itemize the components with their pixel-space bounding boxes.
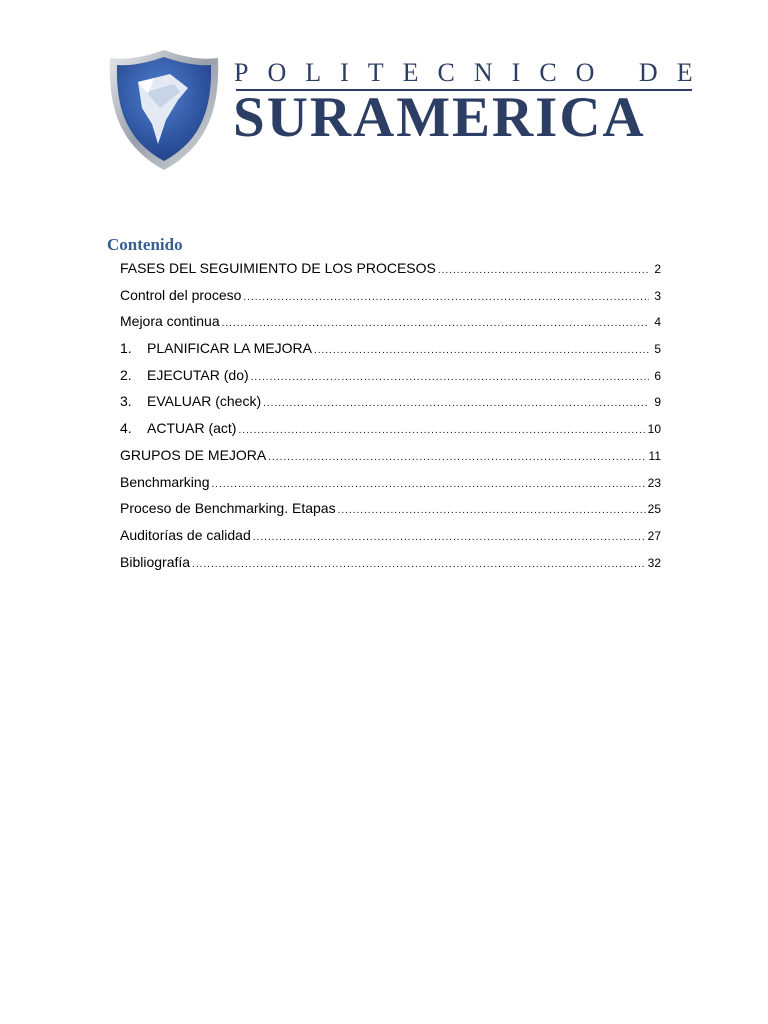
toc-leader-dots — [243, 288, 649, 308]
toc-heading: Contenido — [107, 235, 183, 254]
toc-entry-page: 5 — [654, 342, 661, 357]
toc-entry[interactable] — [120, 365, 661, 392]
toc-entry-page: 6 — [654, 368, 661, 383]
toc-entry-page: 3 — [654, 288, 661, 303]
toc-entry[interactable] — [120, 498, 661, 525]
toc-entry[interactable] — [120, 338, 661, 365]
toc-entry-title: ACTUAR (act) — [147, 420, 237, 437]
toc-entry-page: 23 — [647, 475, 661, 490]
toc-leader-dots — [212, 475, 646, 495]
shield-emblem-icon — [108, 48, 220, 172]
toc-entry-page: 9 — [654, 395, 661, 410]
toc-entry-title: Proceso de Benchmarking. Etapas — [120, 500, 336, 517]
logo-text-top: POLITECNICO DE — [234, 58, 712, 87]
toc-entry-title: Benchmarking — [120, 473, 210, 490]
toc-leader-dots — [253, 528, 646, 548]
toc-entry[interactable] — [120, 258, 661, 285]
toc-leader-dots — [251, 368, 649, 388]
toc-leader-dots — [438, 261, 649, 281]
toc-entry[interactable] — [120, 552, 661, 579]
toc-entry[interactable] — [120, 445, 661, 472]
toc-entry[interactable] — [120, 391, 661, 418]
toc-leader-dots — [222, 314, 649, 334]
toc-entry-title: FASES DEL SEGUIMIENTO DE LOS PROCESOS — [120, 260, 436, 276]
toc-entry-title: PLANIFICAR LA MEJORA — [147, 340, 312, 357]
toc-entry-page: 4 — [654, 315, 661, 330]
toc-entry-title: Auditorías de calidad — [120, 526, 251, 543]
toc-entry-title: Bibliografía — [120, 553, 191, 570]
toc-entry-title: EVALUAR (check) — [147, 393, 262, 410]
toc-entry[interactable] — [120, 472, 661, 499]
toc-entry-page: 10 — [647, 422, 661, 437]
toc-entry-title: GRUPOS DE MEJORA — [120, 446, 267, 463]
table-of-contents — [120, 258, 661, 578]
toc-entry-number: 4. — [120, 420, 132, 437]
toc-leader-dots — [314, 341, 649, 361]
toc-entry[interactable] — [120, 418, 661, 445]
logo-text-main: SURAMERICA — [233, 86, 646, 149]
toc-entry[interactable] — [120, 285, 661, 312]
toc-leader-dots — [338, 501, 646, 521]
toc-entry-title: EJECUTAR (do) — [147, 366, 249, 383]
toc-leader-dots — [192, 555, 646, 575]
toc-entry[interactable] — [120, 525, 661, 552]
toc-leader-dots — [268, 448, 646, 468]
toc-entry-number: 2. — [120, 366, 132, 383]
toc-entry-title: Control del proceso — [120, 286, 242, 303]
toc-entry[interactable] — [120, 311, 661, 338]
toc-leader-dots — [238, 421, 645, 441]
institution-logo — [108, 48, 712, 173]
toc-entry-page: 2 — [654, 262, 661, 276]
toc-entry-title: Mejora continua — [120, 313, 220, 330]
toc-entry-page: 11 — [648, 448, 661, 463]
toc-leader-dots — [263, 394, 649, 414]
toc-entry-page: 25 — [647, 502, 661, 517]
toc-entry-number: 3. — [120, 393, 132, 410]
toc-entry-number: 1. — [120, 340, 132, 357]
toc-entry-page: 32 — [647, 555, 661, 570]
toc-entry-page: 27 — [647, 528, 661, 543]
